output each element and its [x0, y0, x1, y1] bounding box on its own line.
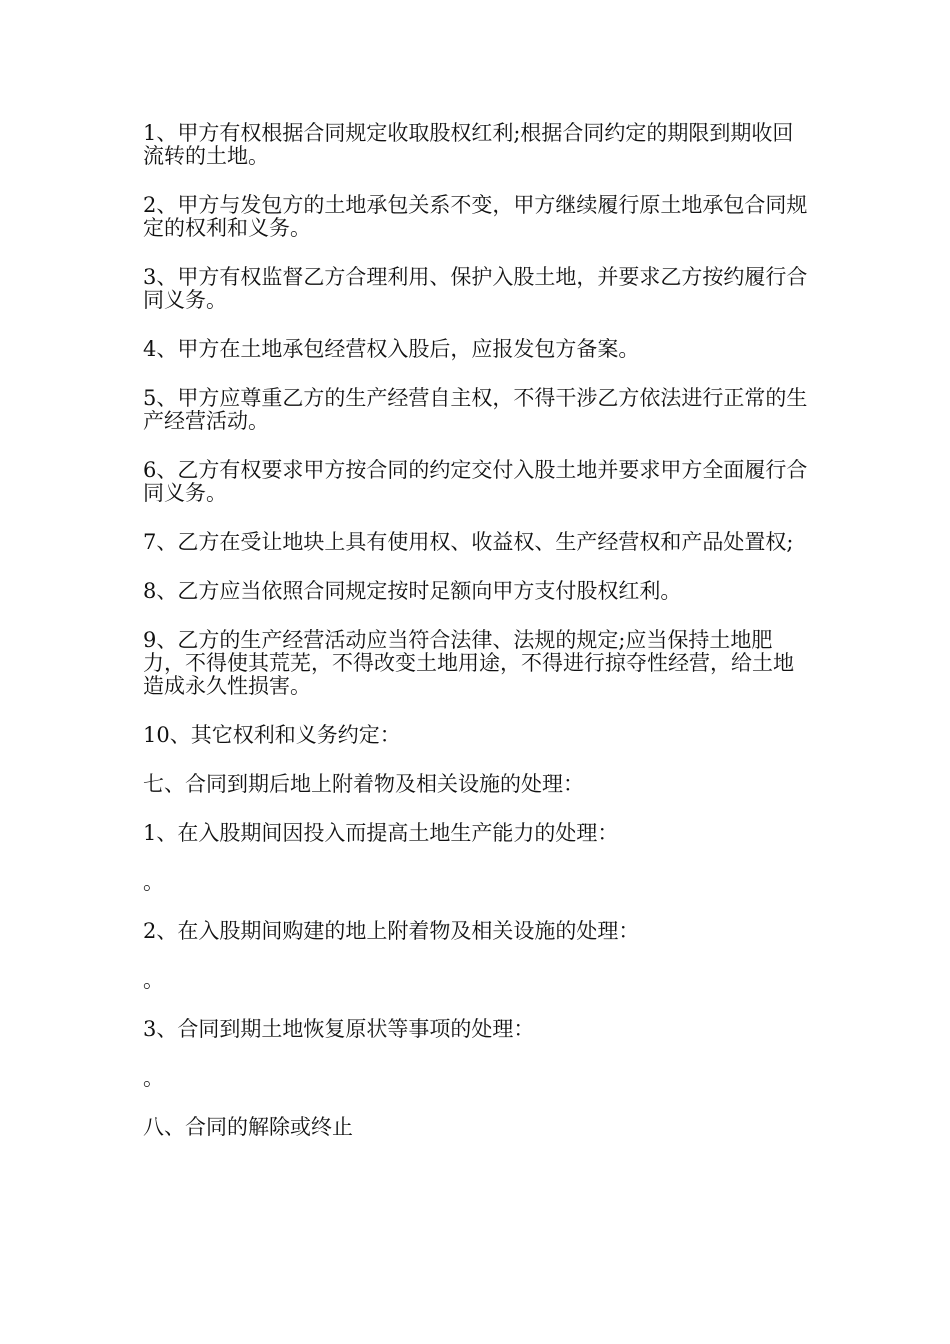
subitem-3: 3、合同到期土地恢复原状等事项的处理： [143, 1017, 535, 1041]
paragraph-7: 7、乙方在受让地块上具有使用权、收益权、生产经营权和产品处置权; [143, 530, 794, 554]
paragraph-8: 8、乙方应当依照合同规定按时足额向甲方支付股权红利。 [143, 579, 682, 603]
subitem-1: 1、在入股期间因投入而提高土地生产能力的处理： [143, 821, 619, 845]
paragraph-10: 10、其它权利和义务约定： [143, 723, 401, 747]
paragraph-4: 4、甲方在土地承包经营权入股后，应报发包方备案。 [143, 337, 640, 361]
section-heading-8: 八、合同的解除或终止 [143, 1115, 353, 1139]
section-heading-7: 七、合同到期后地上附着物及相关设施的处理： [143, 772, 584, 796]
paragraph-1: 1、甲方有权根据合同规定收取股权红利;根据合同约定的期限到期收回流转的土地。 [143, 121, 794, 168]
subitem-1-blank: 。 [143, 870, 164, 894]
paragraph-5: 5、甲方应尊重乙方的生产经营自主权，不得干涉乙方依法进行正常的生产经营活动。 [143, 386, 808, 433]
paragraph-2: 2、甲方与发包方的土地承包关系不变，甲方继续履行原土地承包合同规定的权利和义务。 [143, 193, 808, 240]
subitem-2-blank: 。 [143, 968, 164, 992]
paragraph-9: 9、乙方的生产经营活动应当符合法律、法规的规定;应当保持土地肥力，不得使其荒芜，不得改变土地用途，不得进行掠夺性经营，给土地造成永久性损害。 [143, 628, 794, 698]
subitem-2: 2、在入股期间购建的地上附着物及相关设施的处理： [143, 919, 640, 943]
paragraph-3: 3、甲方有权监督乙方合理利用、保护入股土地，并要求乙方按约履行合同义务。 [143, 265, 808, 312]
document-body [143, 122, 813, 1165]
paragraph-6: 6、乙方有权要求甲方按合同的约定交付入股土地并要求甲方全面履行合同义务。 [143, 458, 808, 505]
subitem-3-blank: 。 [143, 1066, 164, 1090]
